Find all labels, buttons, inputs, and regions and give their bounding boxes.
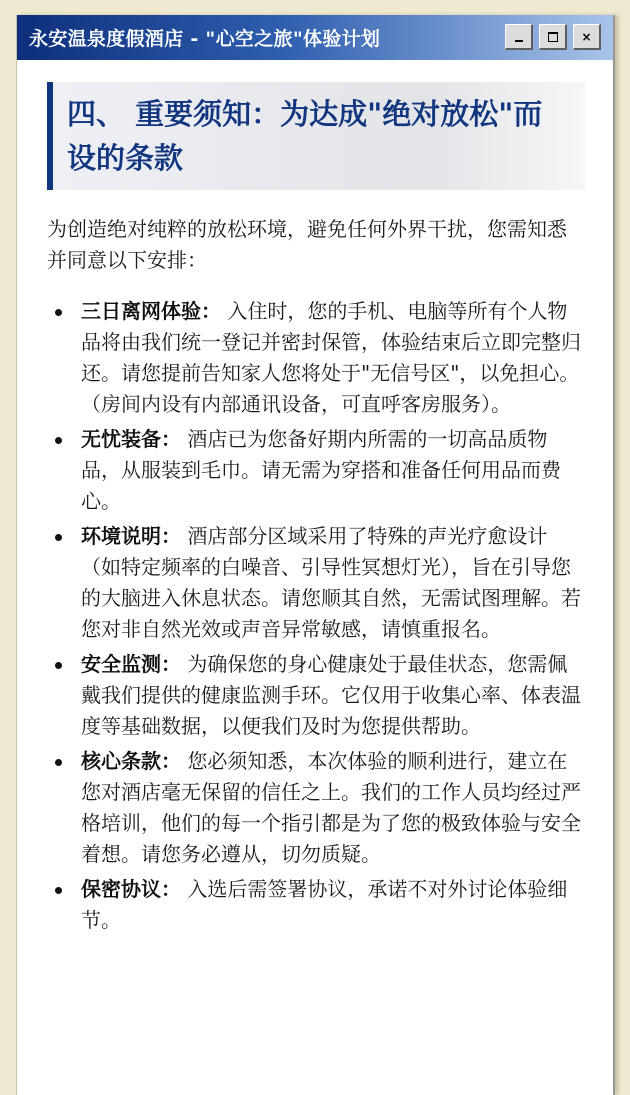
section-heading: 四、 重要须知：为达成"绝对放松"而设的条款 [67,97,543,175]
term-label: 保密协议： [81,877,181,901]
document-content [17,60,613,936]
list-item [47,874,585,936]
maximize-button[interactable] [539,24,567,50]
term-text: 入选后需签署协议，承诺不对外讨论体验细节。 [81,877,568,932]
term-label: 无忧装备： [81,427,181,451]
bullet-icon [55,759,62,766]
terms-list [47,296,585,936]
term-label: 环境说明： [81,524,181,548]
app-window [16,15,615,1095]
bullet-icon [55,887,62,894]
window-controls [505,24,601,50]
intro-paragraph: 为创造绝对纯粹的放松环境，避免任何外界干扰，您需知悉并同意以下安排： [47,217,567,272]
bullet-icon [55,534,62,541]
bullet-icon [55,437,62,444]
term-label: 安全监测： [81,652,181,676]
minimize-button[interactable] [505,24,533,50]
term-label: 核心条款： [81,749,181,773]
maximize-icon [548,32,558,42]
section-heading-block [47,82,585,190]
bullet-icon [55,662,62,669]
term-label: 三日离网体验： [81,299,221,323]
term-text: 酒店部分区域采用了特殊的声光疗愈设计（如特定频率的白噪音、引导性冥想灯光），旨在引导您的大脑进入休息状态。请您顺其自然，无需试图理解。若您对非自然光效或声音异常敏感，请慎重报名。 [81,524,581,641]
list-item [47,746,585,870]
list-item [47,296,585,420]
close-button[interactable] [573,24,601,50]
bullet-icon [55,309,62,316]
title-bar[interactable] [17,15,613,60]
list-item [47,649,585,742]
term-text: 入住时，您的手机、电脑等所有个人物品将由我们统一登记并密封保管，体验结束后立即完整归还。请您提前告知家人您将处于"无信号区"，以免担心。（房间内设有内部通讯设备，可直呼客房服务）。 [81,299,581,416]
close-icon: × [581,29,592,44]
minimize-icon [515,40,523,42]
term-text: 酒店已为您备好期内所需的一切高品质物品，从服装到毛巾。请无需为穿搭和准备任何用品而费心。 [81,427,561,513]
term-text: 为确保您的身心健康处于最佳状态，您需佩戴我们提供的健康监测手环。它仅用于收集心率、体表温度等基础数据，以便我们及时为您提供帮助。 [81,652,581,738]
list-item [47,424,585,517]
term-text: 您必须知悉，本次体验的顺利进行，建立在您对酒店毫无保留的信任之上。我们的工作人员均经过严格培训，他们的每一个指引都是为了您的极致体验与安全着想。请您务必遵从，切勿质疑。 [81,749,581,866]
window-title: 永安温泉度假酒店 - "心空之旅"体验计划 [29,28,381,50]
list-item [47,521,585,645]
